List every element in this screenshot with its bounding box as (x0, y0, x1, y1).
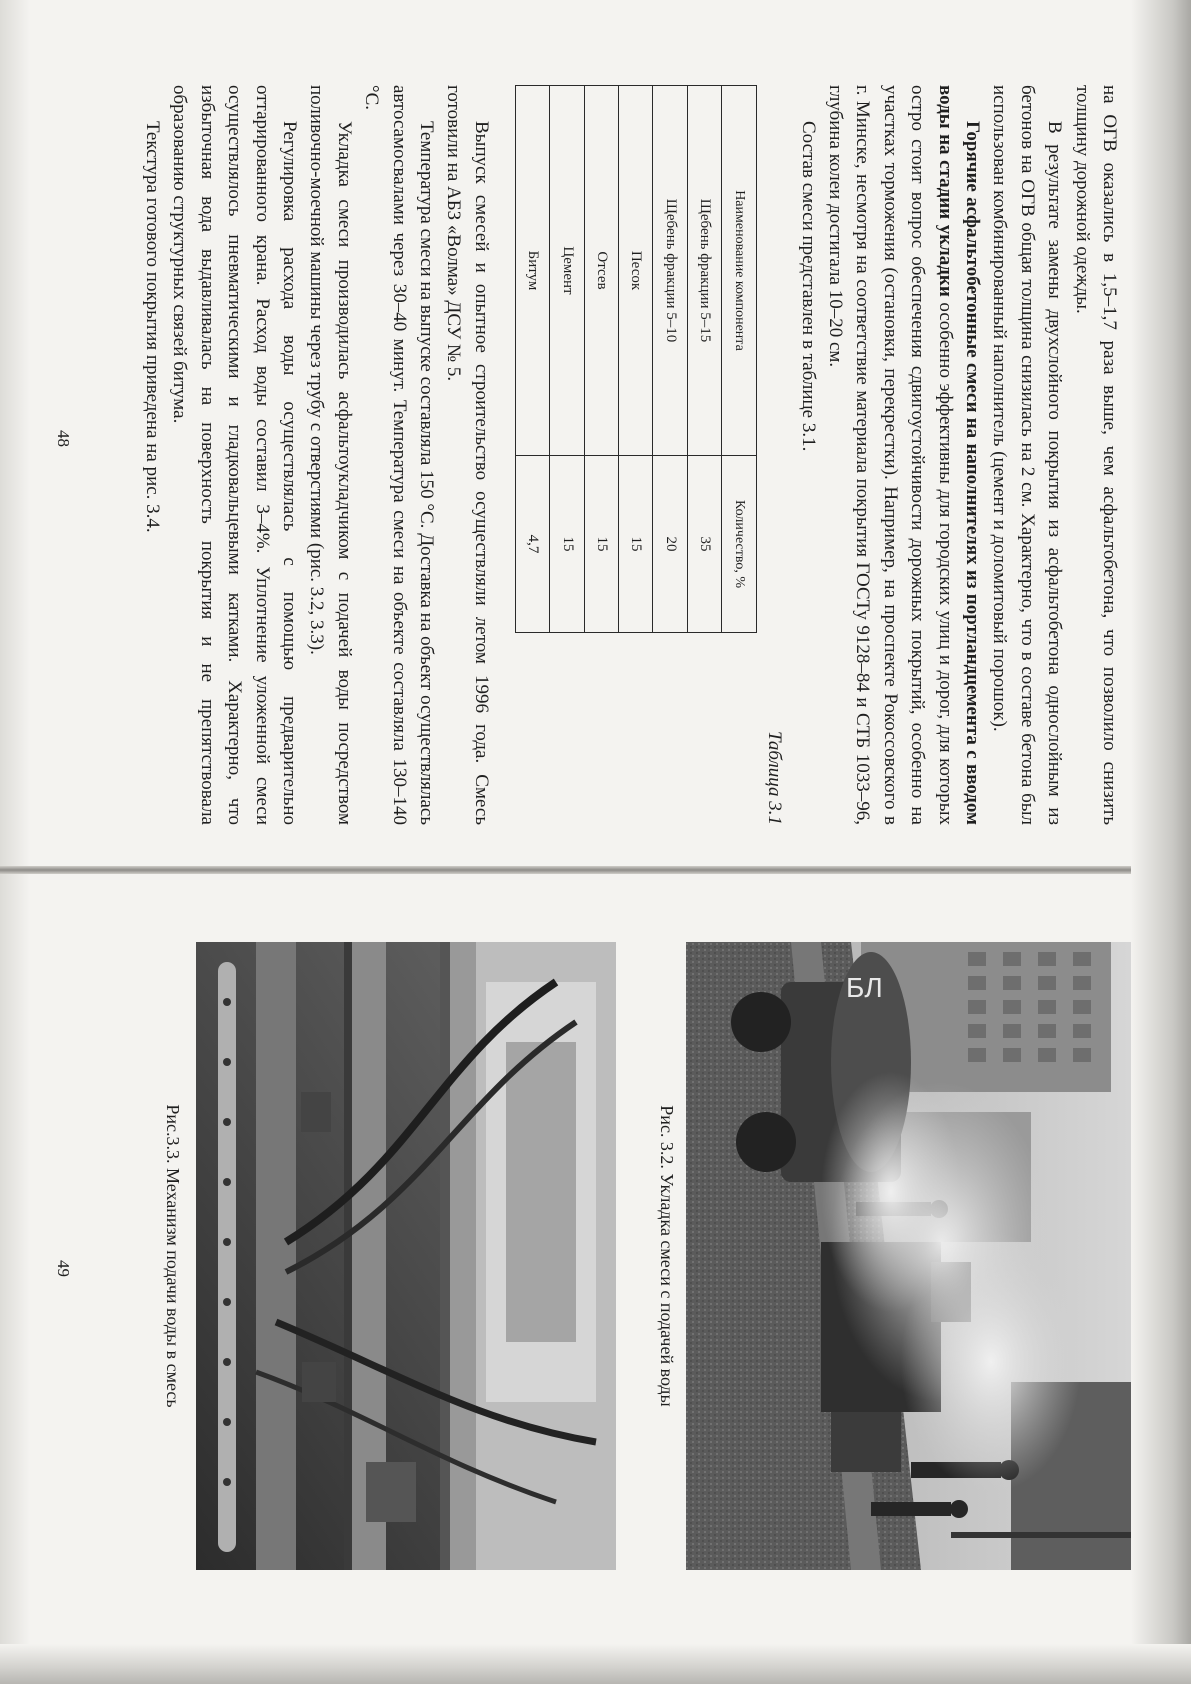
paragraph: Выпуск смесей и опытное строительство осуществляли летом 1996 года. Смесь готовили на АБЗ «Волма» ДСУ № 5. (443, 85, 492, 825)
component-name: Отсев (584, 86, 618, 456)
page-number: 48 (54, 430, 73, 447)
component-name: Битум (515, 86, 549, 456)
paragraph: Горячие асфальтобетонные смеси на наполнителях из портландцемента с вводом воды на стадии укладки особенно эффективны для городских улиц и дорог, для которых остро стоит вопрос обеспечения сдвигоустойчивости дорожных покрытий, особенно на участках торможения (остановки, перекрестки). Например, на проспекте Рокоссовского в г. Минске, несмотря на соответствие материала покрытия ГОСТу 9128–84 и СТБ 1033–96, глубина колеи достигала 10–20 см. (824, 85, 983, 825)
component-amount: 35 (687, 456, 721, 633)
composition-table (515, 85, 757, 633)
paragraph: на ОГВ оказались в 1,5–1,7 раза выше, чем асфальтобетона, что позволило снизить толщину дорожной одежды. (1071, 85, 1120, 825)
page-49 (0, 870, 1191, 1684)
bold-lead: Горячие асфальтобетонные смеси на наполнителях из портландцемента с вводом воды на стадии укладки (934, 85, 983, 825)
component-name: Песок (619, 86, 653, 456)
photo-paving-with-water (686, 942, 1151, 1570)
component-amount: 15 (550, 456, 584, 633)
component-amount: 4,7 (515, 456, 549, 633)
table-row (653, 86, 687, 633)
column-header: Количество, % (722, 456, 756, 633)
truck-lettering: БЛ (846, 972, 883, 1003)
paragraph: Температура смеси на выпуске составляла 150 °С. Доставка на объект осуществлялась автосамосвалами через 30–40 минут. Температура смеси на объекте составляла 130–140 °С. (361, 85, 438, 825)
scanner-edge-shadow (0, 1644, 1191, 1684)
component-name: Щебень фракции 5–15 (687, 86, 721, 456)
table-row (687, 86, 721, 633)
paragraph: Регулировка расхода воды осуществлялась с помощью предварительно оттарированного крана. Расход воды составил 3–4%. Уплотнение уложенной смеси осуществлялось пневматическими и гладковальцевыми катками. Характерно, что избыточная вода выдавливалась на поверхность покрытия и не препятствовала образованию структурных связей битума. (169, 85, 301, 825)
component-name: Цемент (550, 86, 584, 456)
figure-caption: Рис.3.3. Механизм подачи воды в смесь (163, 1104, 183, 1408)
column-header: Наименование компонента (722, 86, 756, 456)
table-caption: Таблица 3.1 (764, 731, 786, 825)
page-number: 49 (54, 1260, 73, 1277)
figure-caption: Рис. 3.2. Укладка смеси с подачей воды (657, 1105, 677, 1407)
paragraph: Состав смеси представлен в таблице 3.1. (797, 121, 819, 452)
table-row (584, 86, 618, 633)
paving-photo-illustration (686, 942, 1151, 1570)
paragraph: В результате замены двухслойного покрытия из асфальтобетона однослойным из бетонов на ОГВ общая толщина снизилась на 2 см. Характерно, что в составе бетона был использован комбинированный наполнитель (цемент и доломитовый порошок). (989, 85, 1066, 825)
table-header-row (722, 86, 756, 633)
table-row (515, 86, 549, 633)
text-column (139, 85, 1123, 825)
paragraph: Текстура готового покрытия приведена на рис. 3.4. (142, 121, 163, 533)
photo-water-feed-mechanism (196, 942, 616, 1570)
book-edge-shadow (1131, 0, 1191, 1684)
component-name: Щебень фракции 5–10 (653, 86, 687, 456)
mechanism-photo-illustration (196, 942, 616, 1570)
paragraph: Укладка смеси производилась асфальтоукладчиком с подачей воды посредством поливочно-моечной машины через трубу с отверстиями (рис. 3.2, 3.3). (306, 85, 355, 825)
component-amount: 15 (619, 456, 653, 633)
component-amount: 20 (653, 456, 687, 633)
table-row (619, 86, 653, 633)
table-row (550, 86, 584, 633)
component-amount: 15 (584, 456, 618, 633)
